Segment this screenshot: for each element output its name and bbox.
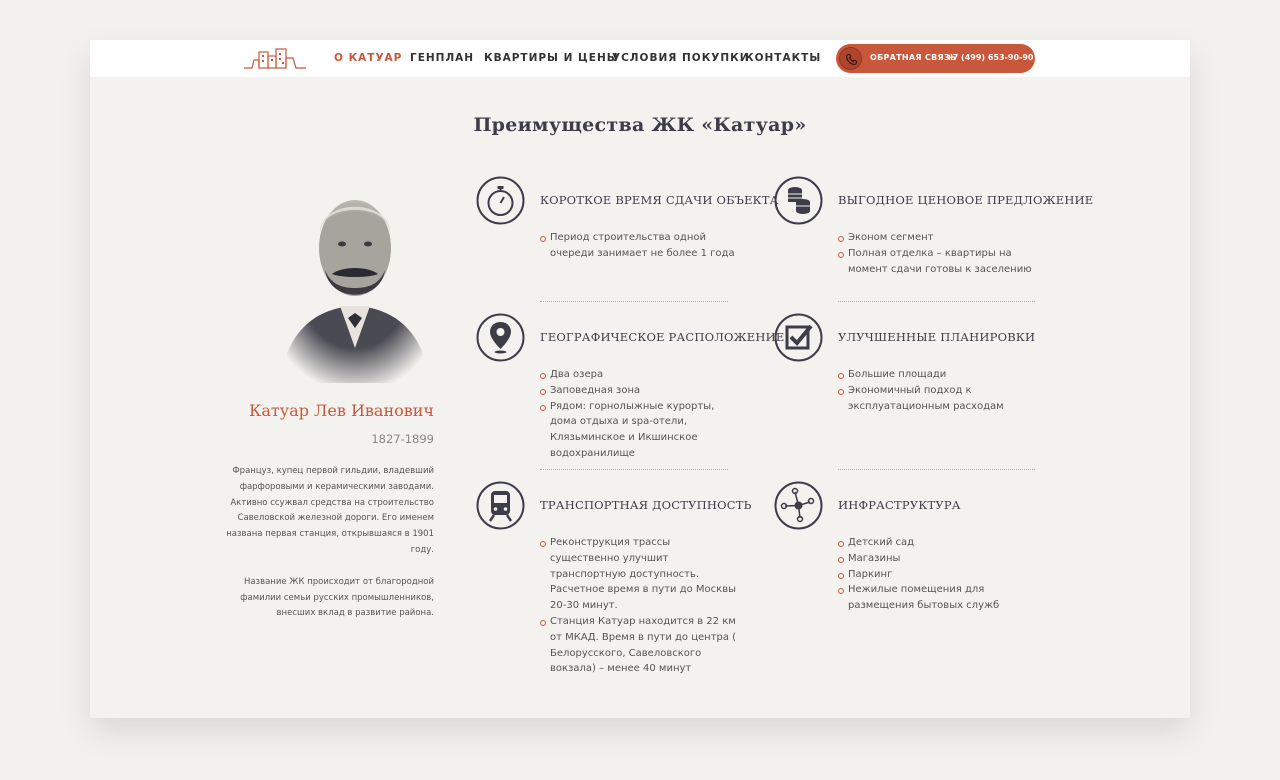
feature-list [540,535,740,677]
person-years: 1827-1899 [371,432,434,446]
portrait-image [270,178,440,383]
nav-item-purchase-terms[interactable]: УСЛОВИЯ ПОКУПКИ [612,52,750,64]
person-bio [224,464,434,622]
page-title: Преимущества ЖК «Катуар» [473,114,807,136]
feature-title: ИНФРАСТРУКТУРА [838,498,961,512]
list-item: Большие площади [838,367,1038,383]
network-icon [774,481,823,530]
train-icon [476,481,525,530]
feature-list [838,535,1038,614]
list-item: Заповедная зона [540,383,740,399]
list-item: Два озера [540,367,740,383]
top-navigation [90,40,1190,77]
list-item: Полная отделка – квартиры на момент сдачи готовы к заселению [838,246,1038,278]
phone-icon [839,47,862,70]
list-item: Эконом сегмент [838,230,1038,246]
list-item: Рядом: горнолыжные курорты, дома отдыха и spa-отели, Клязьминское и Икшинское водохранилище [540,399,740,462]
feature-list [540,367,740,462]
list-item: Экономичный подход к эксплуатационным расходам [838,383,1038,415]
list-item: Реконструкция трассы существенно улучшит транспортную доступность. Расчетное время в пути до Москвы 20-30 минут. [540,535,740,614]
divider [838,301,1035,302]
person-name: Катуар Лев Иванович [248,401,434,420]
page-card [90,40,1190,718]
feature-layouts [774,313,1034,453]
list-item: Магазины [838,551,1038,567]
list-item: Паркинг [838,567,1038,583]
map-pin-icon [476,313,525,362]
checkbox-icon [774,313,823,362]
stopwatch-icon [476,176,525,225]
list-item: Детский сад [838,535,1038,551]
feature-list [838,367,1038,414]
callback-phone-number: +7 (499) 653-90-90 [946,53,1034,62]
nav-item-masterplan[interactable]: ГЕНПЛАН [410,52,475,64]
list-item: Нежилые помещения для размещения бытовых служб [838,582,1038,614]
divider [540,301,728,302]
feature-delivery-time [476,176,779,306]
feature-location [476,313,785,459]
logo-icon[interactable] [244,46,306,70]
feature-title: КОРОТКОЕ ВРЕМЯ СДАЧИ ОБЪЕКТА [540,193,779,207]
nav-item-about[interactable]: О КАТУАР [334,52,403,64]
callback-label: ОБРАТНАЯ СВЯЗЬ [870,53,957,62]
bio-paragraph: Название ЖК происходит от благородной фамилии семьи русских промышленников, внесших вклад в развитие района. [240,576,434,619]
feature-title: УЛУЧШЕННЫЕ ПЛАНИРОВКИ [838,330,1036,344]
feature-list [838,230,1038,277]
feature-title: ТРАНСПОРТНАЯ ДОСТУПНОСТЬ [540,498,752,512]
nav-item-contacts[interactable]: КОНТАКТЫ [745,52,822,64]
divider [838,469,1035,470]
feature-transport [476,481,752,675]
list-item: Период строительства одной очереди занимает не более 1 года [540,230,740,262]
coins-icon [774,176,823,225]
callback-button[interactable] [836,44,1035,73]
list-item: Станция Катуар находится в 22 км от МКАД. Время в пути до центра ( Белорусского, Савеловского вокзала) – менее 40 минут [540,614,740,677]
feature-title: ГЕОГРАФИЧЕСКОЕ РАСПОЛОЖЕНИЕ [540,330,785,344]
feature-infrastructure [774,481,1034,631]
feature-title: ВЫГОДНОЕ ЦЕНОВОЕ ПРЕДЛОЖЕНИЕ [838,193,1094,207]
nav-item-apartments[interactable]: КВАРТИРЫ И ЦЕНЫ [484,52,619,64]
bio-paragraph: Француз, купец первой гильдии, владевший фарфоровыми и керамическими заводами. Активно ссужвал средства на строительство Савеловской железной дороги. Его именем названа первая станция, открывшаяся в 1901 году. [226,466,434,555]
feature-pricing [774,176,1094,306]
divider [540,469,728,470]
feature-list [540,230,740,262]
